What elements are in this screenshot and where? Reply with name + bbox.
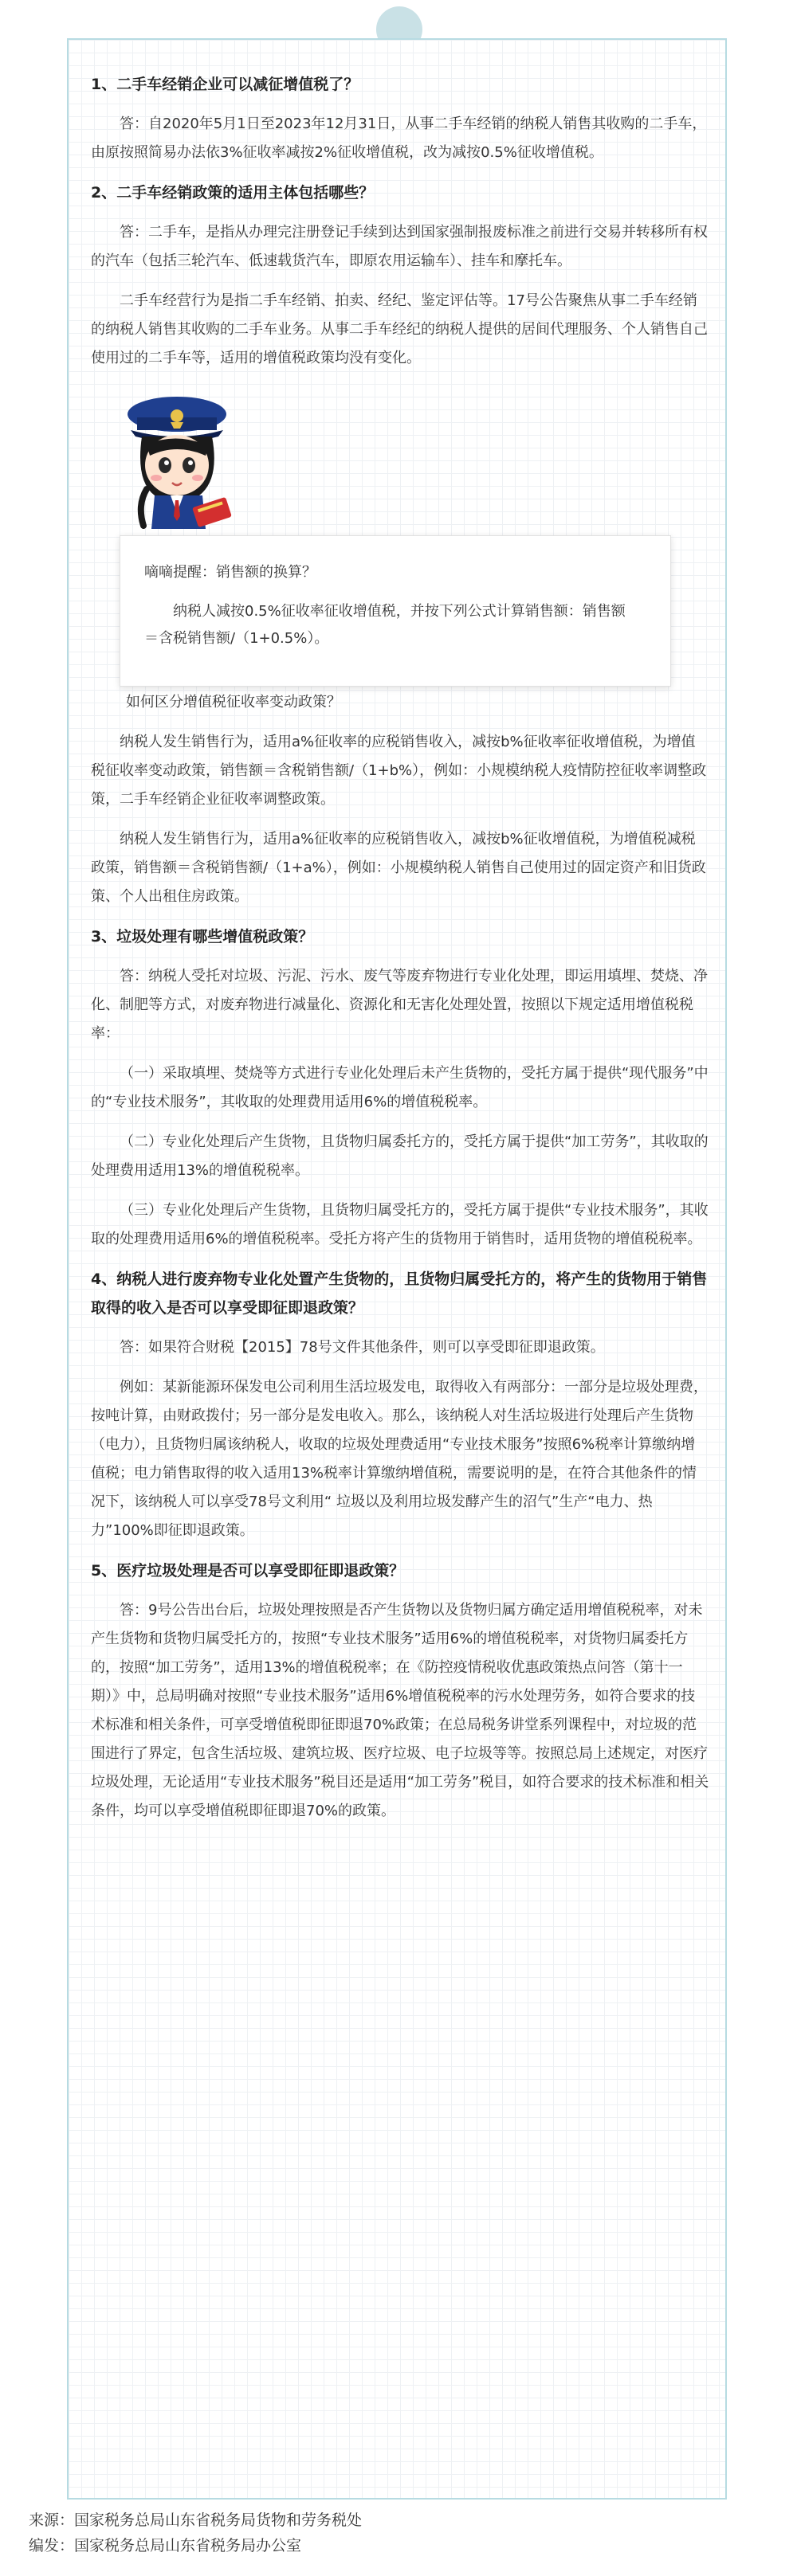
- tip-text: 纳税人减按0.5%征收率征收增值税，并按下列公式计算销售额：销售额＝含税销售额/（1+0.5%）。: [144, 603, 626, 647]
- section-heading-4: 4、纳税人进行废弃物专业化处置产生货物的，且货物归属受托方的，将产生的货物用于销售取得的收入是否可以享受即征即退政策？: [91, 1270, 708, 1317]
- section-heading-3: 3、垃圾处理有哪些增值税政策？: [91, 928, 314, 945]
- section-heading-2: 2、二手车经销政策的适用主体包括哪些？: [91, 184, 375, 202]
- tip-title: 嘀嘀提醒：销售额的换算？: [144, 564, 316, 581]
- section-paragraph: （三）专业化处理后产生货物，且货物归属受托方的，受托方属于提供“专业技术服务”，其收取的处理费用适用6%的增值税税率。受托方将产生的货物用于销售时，适用货物的增值税税率。: [91, 1202, 709, 1247]
- tip-box: [120, 535, 671, 687]
- policy-paragraph: 纳税人发生销售行为，适用a%征收率的应税销售收入，减按b%征收增值税，为增值税减税政策，销售额＝含税销售额/（1+a%），例如：小规模纳税人销售自己使用过的固定资产和旧货政策、个人出租住房政策。: [91, 831, 706, 905]
- tax-officer-mascot-icon: [107, 386, 254, 533]
- policy-paragraph: 纳税人发生销售行为，适用a%征收率的应税销售收入，减按b%征收率征收增值税，为增值税征收率变动政策，销售额＝含税销售额/（1+b%），例如：小规模纳税人疫情防控征收率调整政策，二手车经销企业征收率调整政策。: [91, 734, 707, 808]
- section-paragraph: 二手车经营行为是指二手车经销、拍卖、经纪、鉴定评估等。17号公告聚焦从事二手车经销的纳税人销售其收购的二手车业务。从事二手车经纪的纳税人提供的居间代理服务、个人销售自己使用过的二手车等，适用的增值税政策均没有变化。: [91, 292, 708, 366]
- policy-question: 如何区分增值税征收率变动政策？: [126, 694, 341, 711]
- section-paragraph: 答：9号公告出台后，垃圾处理按照是否产生货物以及货物归属方确定适用增值税税率，对未产生货物和货物归属受托方的，按照“专业技术服务”适用6%的增值税税率，对货物归属委托方的，按照“加工劳务”，适用13%的增值税税率；在《防控疫情税收优惠政策热点问答（第十一期）》中，总局明确对按照“专业技术服务”适用6%增值税税率的污水处理劳务，如符合要求的技术标准和相关条件，可享受增值税即征即退70%政策；在总局税务讲堂系列课程中，对垃圾的范围进行了界定，包含生活垃圾、建筑垃圾、医疗垃圾、电子垃圾等等。按照总局上述规定，对医疗垃圾处理，无论适用“专业技术服务”税目还是适用“加工劳务”税目，如符合要求的技术标准和相关条件，均可以享受增值税即征即退70%的政策。: [91, 1602, 709, 1819]
- section-paragraph: 答：二手车，是指从办理完注册登记手续到达到国家强制报废标准之前进行交易并转移所有权的汽车（包括三轮汽车、低速载货汽车，即原农用运输车）、挂车和摩托车。: [91, 224, 708, 269]
- article-card: [67, 38, 727, 2500]
- tip-illustration: [91, 386, 709, 647]
- article-content: [91, 70, 709, 1837]
- source-credit: 来源：国家税务总局山东省税务局货物和劳务税处: [29, 2511, 363, 2529]
- section-paragraph: 答：如果符合财税【2015】78号文件其他条件，则可以享受即征即退政策。: [120, 1339, 605, 1356]
- section-paragraph: 答：自2020年5月1日至2023年12月31日，从事二手车经销的纳税人销售其收购的二手车，由原按照简易办法依3%征收率减按2%征收增值税，改为减按0.5%征收增值税。: [91, 115, 707, 161]
- article-footer: [29, 2507, 362, 2558]
- section-paragraph: （二）专业化处理后产生货物，且货物归属委托方的，受托方属于提供“加工劳务”，其收取的处理费用适用13%的增值税税率。: [91, 1133, 709, 1179]
- section-paragraph: 答：纳税人受托对垃圾、污泥、污水、废气等废弃物进行专业化处理，即运用填埋、焚烧、净化、制肥等方式，对废弃物进行减量化、资源化和无害化处理处置，按照以下规定适用增值税税率：: [91, 968, 708, 1042]
- editor-credit: 编发：国家税务总局山东省税务局办公室: [29, 2537, 302, 2554]
- section-heading-1: 1、二手车经销企业可以减征增值税了？: [91, 76, 359, 93]
- section-paragraph: 例如：某新能源环保发电公司利用生活垃圾发电，取得收入有两部分：一部分是垃圾处理费，按吨计算，由财政拨付；另一部分是发电收入。那么，该纳税人对生活垃圾进行处理后产生货物（电力），且货物归属该纳税人，收取的垃圾处理费适用“专业技术服务”按照6%税率计算缴纳增值税；电力销售取得的收入适用13%税率计算缴纳增值税，需要说明的是，在符合其他条件的情况下，该纳税人可以享受78号文利用“ 垃圾以及利用垃圾发酵产生的沼气”生产“电力、热力”100%即征即退政策。: [91, 1379, 708, 1539]
- section-paragraph: （一）采取填埋、焚烧等方式进行专业化处理后未产生货物的，受托方属于提供“现代服务”中的“专业技术服务”，其收取的处理费用适用6%的增值税税率。: [91, 1065, 709, 1110]
- section-heading-5: 5、医疗垃圾处理是否可以享受即征即退政策？: [91, 1562, 405, 1580]
